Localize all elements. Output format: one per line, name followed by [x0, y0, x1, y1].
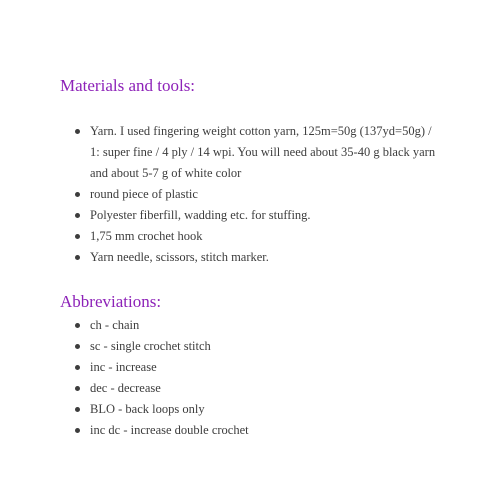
- bullet-icon: [75, 234, 80, 239]
- list-item-text: inc - increase: [90, 360, 157, 374]
- abbreviations-heading: Abbreviations:: [60, 292, 162, 311]
- bullet-icon: [75, 344, 80, 349]
- abbreviations-list: [60, 315, 440, 441]
- list-item-text: BLO - back loops only: [90, 402, 205, 416]
- bullet-icon: [75, 129, 80, 134]
- bullet-icon: [75, 365, 80, 370]
- list-item-text: sc - single crochet stitch: [90, 339, 211, 353]
- bullet-icon: [75, 386, 80, 391]
- bullet-icon: [75, 255, 80, 260]
- list-item-text: Yarn. I used fingering weight cotton yarn, 125m=50g (137yd=50g) / 1: super fine / 4 ply / 14 wpi. You will need about 35-40 g black yarn and about 5-7 g of white color: [90, 124, 436, 180]
- list-item-text: Polyester fiberfill, wadding etc. for stuffing.: [90, 208, 311, 222]
- list-item: [60, 420, 440, 441]
- list-item: [60, 205, 440, 226]
- list-item-text: inc dc - increase double crochet: [90, 423, 249, 437]
- materials-list: [60, 121, 440, 268]
- materials-heading: Materials and tools:: [60, 76, 196, 95]
- list-item: [60, 315, 440, 336]
- list-item-text: Yarn needle, scissors, stitch marker.: [90, 250, 269, 264]
- list-item-text: round piece of plastic: [90, 187, 198, 201]
- list-item-text: dec - decrease: [90, 381, 161, 395]
- list-item: [60, 378, 440, 399]
- bullet-icon: [75, 323, 80, 328]
- list-item: [60, 336, 440, 357]
- bullet-icon: [75, 213, 80, 218]
- list-item-text: ch - chain: [90, 318, 140, 332]
- list-item: [60, 399, 440, 420]
- list-item-text: 1,75 mm crochet hook: [90, 229, 203, 243]
- list-item: [60, 184, 440, 205]
- list-item: [60, 121, 440, 184]
- list-item: [60, 226, 440, 247]
- list-item: [60, 357, 440, 378]
- bullet-icon: [75, 192, 80, 197]
- bullet-icon: [75, 407, 80, 412]
- list-item: [60, 247, 440, 268]
- bullet-icon: [75, 428, 80, 433]
